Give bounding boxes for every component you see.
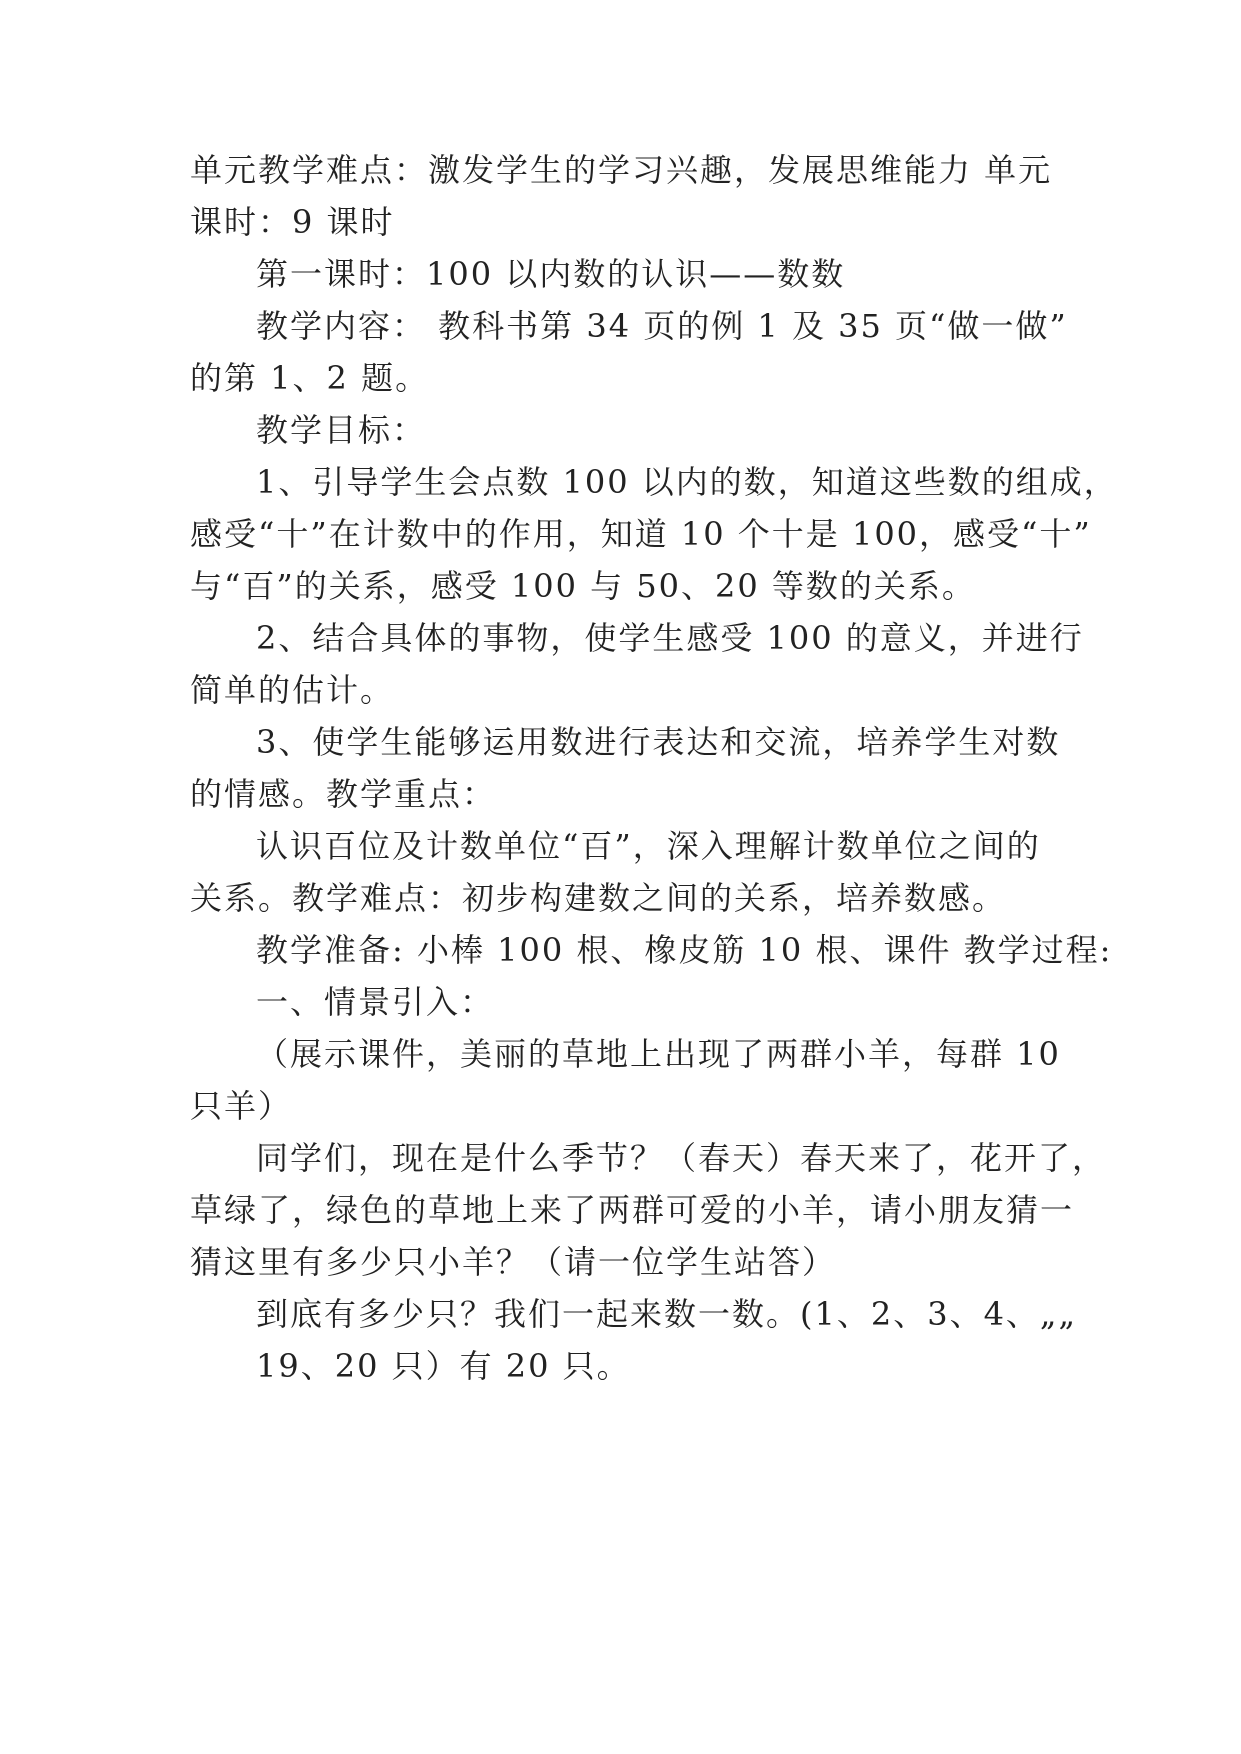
- text-line: 的第 1、2 题。: [190, 359, 430, 397]
- text-line: （展示课件，美丽的草地上出现了两群小羊，每群 10: [256, 1035, 1061, 1073]
- text-line: 第一课时：100 以内数的认识——数数: [256, 255, 846, 293]
- text-line: 简单的估计。: [190, 671, 395, 709]
- text-line: 关系。教学难点：初步构建数之间的关系，培养数感。: [190, 879, 1007, 917]
- text-line: 3、使学生能够运用数进行表达和交流，培养学生对数: [256, 723, 1061, 761]
- text-line: 到底有多少只？我们一起来数一数。(1、2、3、4、„„: [256, 1295, 1078, 1333]
- text-line: 同学们，现在是什么季节？（春天）春天来了，花开了，: [256, 1139, 1107, 1177]
- text-line: 课时：9 课时: [190, 203, 395, 241]
- text-line: 只羊）: [190, 1087, 293, 1125]
- text-line: 猜这里有多少只小羊？（请一位学生站答）: [190, 1243, 837, 1281]
- text-line: 1、引导学生会点数 100 以内的数，知道这些数的组成，: [256, 463, 1118, 501]
- text-line: 的情感。教学重点：: [190, 775, 497, 813]
- text-line: 教学准备: 小棒 100 根、橡皮筋 10 根、课件 教学过程:: [256, 931, 1113, 969]
- text-line: 19、20 只）有 20 只。: [256, 1347, 631, 1385]
- text-line: 教学目标：: [256, 411, 427, 449]
- text-line: 与“百”的关系，感受 100 与 50、20 等数的关系。: [190, 567, 976, 605]
- text-line: 一、情景引入：: [256, 983, 495, 1021]
- text-line: 单元教学难点：激发学生的学习兴趣，发展思维能力 单元: [190, 151, 1053, 189]
- text-line: 2、结合具体的事物，使学生感受 100 的意义，并进行: [256, 619, 1084, 657]
- text-line: 草绿了，绿色的草地上来了两群可爱的小羊，请小朋友猜一: [190, 1191, 1075, 1229]
- text-line: 认识百位及计数单位“百”，深入理解计数单位之间的: [256, 827, 1041, 865]
- text-line: 感受“十”在计数中的作用，知道 10 个十是 100，感受“十”: [190, 515, 1092, 553]
- text-line: 教学内容： 教科书第 34 页的例 1 及 35 页“做一做”: [256, 307, 1068, 345]
